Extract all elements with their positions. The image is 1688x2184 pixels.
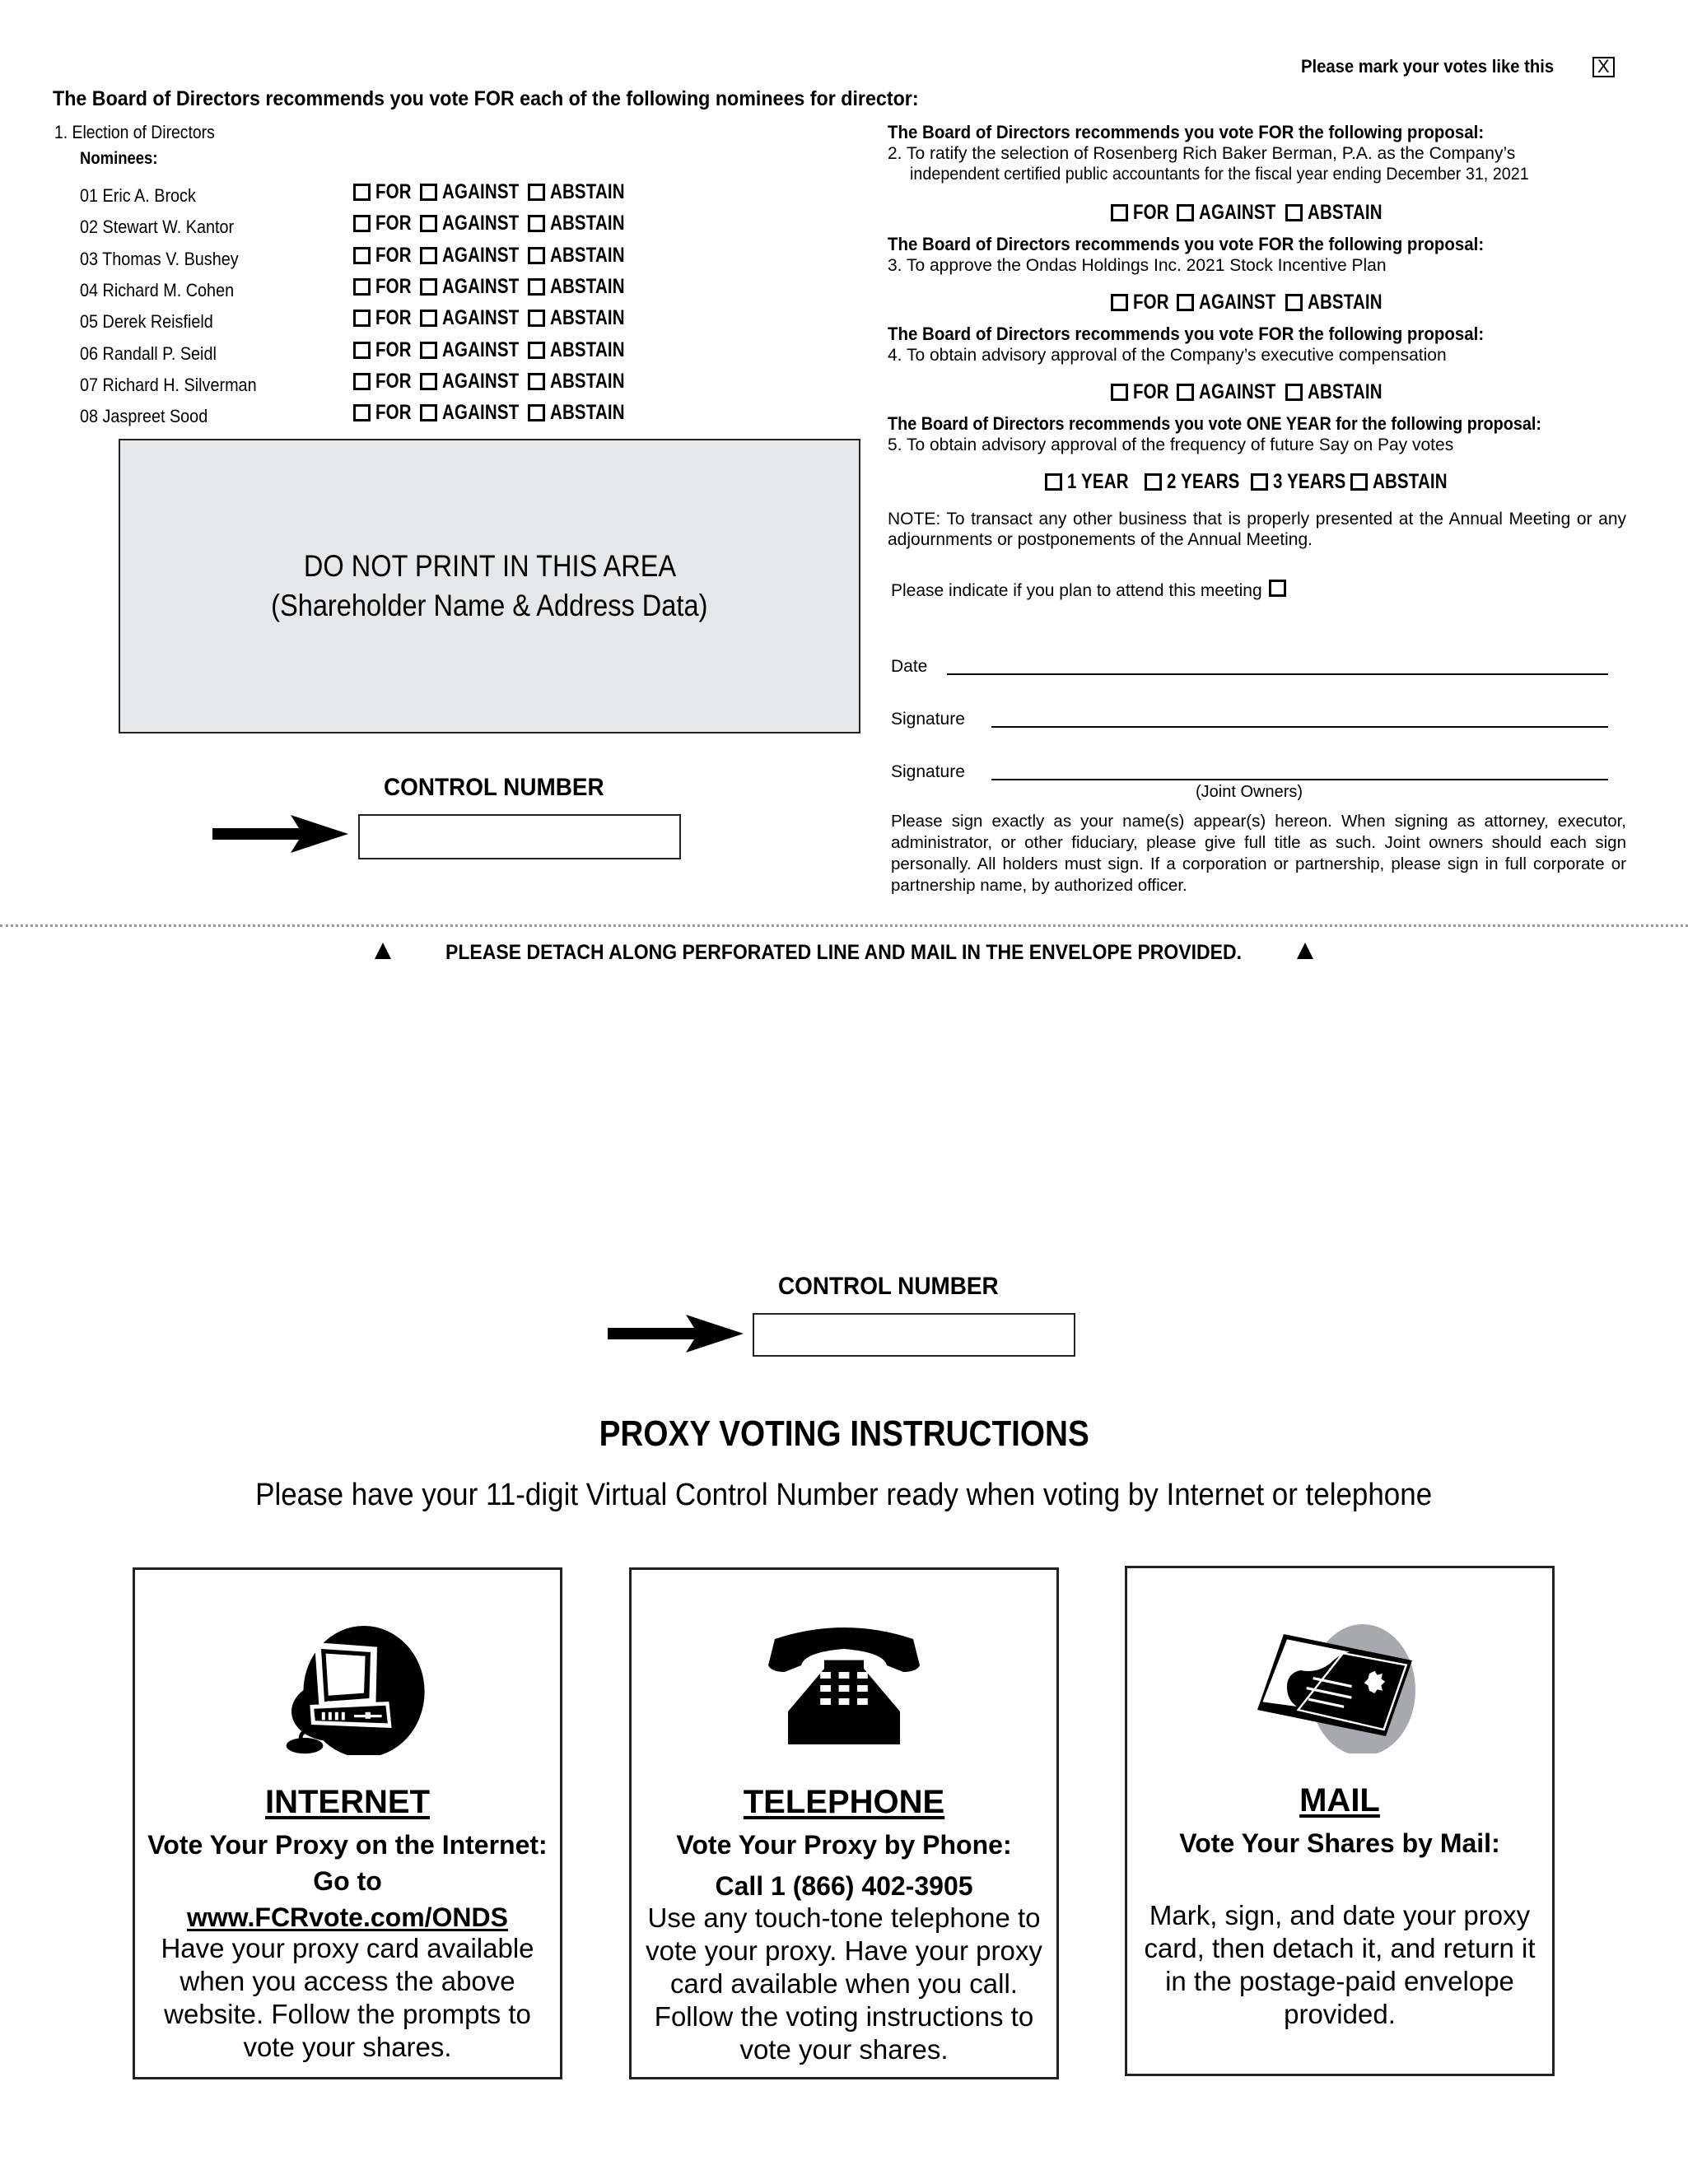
proposal-2-text-line2: independent certified public accountants for the fiscal year ending December 31, 2021: [910, 165, 1529, 184]
for-label: FOR: [375, 369, 412, 393]
frequency-abstain-option[interactable]: [1350, 470, 1464, 494]
detach-notice-text: PLEASE DETACH ALONG PERFORATED LINE AND MAIL IN THE ENVELOPE PROVIDED.: [445, 941, 1243, 964]
against-checkbox[interactable]: [420, 310, 437, 327]
against-label: AGAINST: [441, 274, 520, 298]
internet-instructions: Have your proxy card available when you access the above website. Follow the prompts to vote your shares.: [161, 1933, 534, 2062]
for-label: FOR: [375, 401, 412, 425]
for-checkbox[interactable]: [1111, 384, 1128, 401]
nominees-label: [80, 149, 168, 169]
proposal-3-text: [888, 255, 1626, 276]
nominee-row: [80, 275, 706, 303]
for-option[interactable]: [353, 275, 419, 299]
against-checkbox[interactable]: [420, 404, 437, 421]
for-label: FOR: [375, 274, 412, 298]
abstain-checkbox[interactable]: [1285, 204, 1303, 221]
vote-options: [353, 306, 646, 330]
for-label: FOR: [1132, 380, 1169, 403]
against-option[interactable]: [1177, 291, 1293, 314]
other-business-note: NOTE: To transact any other business that is properly presented at the Annual Meeting or any adjournments or postponements of the Annual Meeting.: [888, 510, 1626, 549]
against-option[interactable]: [420, 401, 536, 425]
against-option[interactable]: [420, 338, 536, 362]
nominee-name: [80, 280, 251, 301]
control-number-field-bottom[interactable]: [753, 1313, 1075, 1357]
three-years-checkbox[interactable]: [1251, 473, 1268, 491]
abstain-label: ABSTAIN: [550, 306, 625, 330]
vote-options: [353, 369, 646, 393]
control-number-label-bottom-text: CONTROL NUMBER: [778, 1273, 999, 1300]
abstain-checkbox[interactable]: [528, 247, 545, 264]
proposal-4-text-line1: 4. To obtain advisory approval of the Company’s executive compensation: [888, 346, 1447, 365]
abstain-option[interactable]: [528, 370, 641, 393]
nominee-row: [80, 306, 706, 334]
nominee-name: [80, 375, 276, 396]
board-recommendation-text: The Board of Directors recommends you vote FOR each of the following nominees for director:: [53, 87, 919, 110]
mark-hint-text: Please mark your votes like this: [1301, 56, 1555, 77]
against-option[interactable]: [1177, 201, 1293, 225]
abstain-checkbox[interactable]: [528, 184, 545, 201]
nominee-row: [80, 244, 706, 272]
proposal-3-options: [888, 291, 1626, 315]
for-checkbox[interactable]: [353, 404, 371, 421]
against-checkbox[interactable]: [1177, 384, 1194, 401]
shareholder-address-area: [119, 439, 860, 733]
internet-title: INTERNET: [265, 1784, 430, 1820]
for-option[interactable]: [353, 370, 419, 393]
attend-meeting-label: Please indicate if you plan to attend this meeting: [891, 581, 1262, 600]
two-years-checkbox[interactable]: [1145, 473, 1162, 491]
internet-go-to: Go to: [313, 1866, 382, 1896]
for-checkbox[interactable]: [353, 247, 371, 264]
two-years-label: 2 YEARS: [1166, 470, 1240, 493]
against-label: AGAINST: [1199, 201, 1276, 224]
abstain-label: ABSTAIN: [1307, 291, 1383, 314]
control-number-label-bottom: [778, 1273, 1015, 1301]
against-label: AGAINST: [441, 369, 520, 393]
abstain-label: ABSTAIN: [550, 180, 625, 203]
up-triangle-icon: [375, 943, 391, 959]
abstain-checkbox[interactable]: [528, 342, 545, 359]
internet-voting-link[interactable]: www.FCRvote.com/ONDS: [187, 1902, 508, 1932]
for-label: FOR: [375, 338, 412, 361]
perforation-line: [0, 924, 1688, 927]
address-data-text: (Shareholder Name & Address Data): [271, 589, 708, 622]
vote-options: [353, 274, 646, 299]
vote-options: [1111, 380, 1404, 405]
one-year-checkbox[interactable]: [1045, 473, 1062, 491]
nominee-row: [80, 212, 706, 240]
internet-subtitle: [135, 1827, 560, 1935]
against-checkbox[interactable]: [420, 342, 437, 359]
nominee-name: [80, 406, 221, 427]
for-checkbox[interactable]: [353, 310, 371, 327]
up-triangle-icon: [1297, 943, 1313, 959]
against-checkbox[interactable]: [420, 373, 437, 390]
proxy-voting-title: [0, 1413, 1688, 1455]
abstain-label: ABSTAIN: [550, 401, 625, 425]
telephone-number[interactable]: Call 1 (866) 402-3905: [715, 1871, 973, 1901]
nominee-vote-options: [353, 401, 646, 426]
for-option[interactable]: [353, 244, 419, 268]
nominee-vote-options: [353, 338, 646, 363]
nominee-name-text: 02 Stewart W. Kantor: [80, 217, 235, 238]
for-label: FOR: [1132, 201, 1169, 224]
nominee-name-text: 03 Thomas V. Bushey: [80, 248, 239, 269]
for-option[interactable]: [353, 212, 419, 235]
against-option[interactable]: [420, 370, 536, 393]
against-label: AGAINST: [441, 212, 520, 235]
proposal-2-text-line1: 2. To ratify the selection of Rosenberg Rich Baker Berman, P.A. as the Company’s: [888, 144, 1516, 163]
abstain-option[interactable]: [528, 275, 641, 299]
telephone-icon: [762, 1615, 926, 1755]
against-option[interactable]: [1177, 380, 1293, 404]
abstain-option[interactable]: [528, 212, 641, 235]
against-checkbox[interactable]: [420, 278, 437, 296]
proxy-voting-subtitle: [0, 1478, 1688, 1513]
against-option[interactable]: [420, 275, 536, 299]
joint-signature-field[interactable]: [991, 779, 1608, 780]
against-option[interactable]: [420, 244, 536, 268]
proposal-3-recommendation: [888, 234, 1626, 255]
proposal-1-title: [54, 122, 236, 143]
proposal-2-text-cont: [910, 164, 1626, 184]
telephone-method-box: [629, 1567, 1059, 2079]
for-checkbox[interactable]: [1111, 294, 1128, 311]
abstain-checkbox[interactable]: [1285, 294, 1303, 311]
internet-subtitle-text: Vote Your Proxy on the Internet:: [147, 1830, 548, 1860]
proposal-2-options: [888, 201, 1626, 226]
vote-options: [353, 243, 646, 268]
vote-options: [353, 180, 646, 204]
telephone-subtitle: [632, 1827, 1056, 1904]
abstain-label: ABSTAIN: [1307, 201, 1383, 224]
abstain-option[interactable]: [528, 244, 641, 268]
for-checkbox[interactable]: [353, 373, 371, 390]
against-checkbox[interactable]: [1177, 294, 1194, 311]
two-years-option[interactable]: [1145, 470, 1256, 494]
abstain-checkbox[interactable]: [528, 215, 545, 232]
against-option[interactable]: [420, 306, 536, 330]
nominee-vote-options: [353, 306, 646, 331]
vote-options: [1111, 201, 1404, 226]
one-year-label: 1 YEAR: [1067, 470, 1129, 493]
abstain-option[interactable]: [528, 306, 641, 330]
abstain-checkbox[interactable]: [1285, 384, 1303, 401]
nominee-row: [80, 338, 706, 366]
nominee-row: [80, 401, 706, 429]
for-option[interactable]: [1111, 291, 1177, 314]
proposal-5-text: [888, 435, 1626, 455]
against-label: AGAINST: [441, 306, 520, 330]
nominee-vote-options: [353, 212, 646, 236]
for-option[interactable]: [353, 401, 419, 425]
mail-method-box: [1125, 1566, 1555, 2076]
frequency-abstain-checkbox[interactable]: [1350, 473, 1368, 491]
nominee-name-text: 05 Derek Reisfield: [80, 311, 213, 333]
for-checkbox[interactable]: [353, 184, 371, 201]
x-mark-example-icon: X: [1592, 57, 1615, 77]
against-label: AGAINST: [1199, 380, 1276, 403]
proxy-voting-title-text: PROXY VOTING INSTRUCTIONS: [599, 1413, 1089, 1454]
proposal-2-recommendation: [888, 122, 1626, 143]
nominee-vote-options: [353, 180, 646, 205]
for-option[interactable]: [1111, 201, 1177, 225]
abstain-option[interactable]: [1285, 291, 1399, 314]
for-option[interactable]: [353, 306, 419, 330]
abstain-option[interactable]: [1285, 380, 1399, 404]
arrow-right-icon: [212, 815, 348, 853]
do-not-print-text: DO NOT PRINT IN THIS AREA: [303, 549, 676, 583]
against-label: AGAINST: [441, 338, 520, 361]
address-data-notice: [241, 586, 738, 626]
date-field[interactable]: [947, 673, 1608, 675]
proposal-3-text-line1: 3. To approve the Ondas Holdings Inc. 2021 Stock Incentive Plan: [888, 256, 1387, 275]
mail-subtitle: [1127, 1825, 1552, 1861]
nominee-vote-options: [353, 370, 646, 394]
arrow-right-icon: [608, 1315, 744, 1353]
one-year-option[interactable]: [1045, 470, 1142, 494]
proposal-2-recommendation-text: The Board of Directors recommends you vote FOR the following proposal:: [888, 122, 1485, 142]
nominee-row: [80, 180, 706, 208]
abstain-option[interactable]: [528, 338, 641, 362]
nominee-name: [80, 343, 231, 365]
control-number-label: [384, 774, 621, 802]
against-checkbox[interactable]: [420, 184, 437, 201]
nominee-name: [80, 185, 209, 207]
proxy-voting-subtitle-text: Please have your 11-digit Virtual Control Number ready when voting by Internet or telephone: [255, 1478, 1433, 1512]
against-option[interactable]: [420, 212, 536, 235]
abstain-label: ABSTAIN: [1307, 380, 1383, 403]
attend-meeting-row: [891, 581, 1291, 601]
for-option[interactable]: [353, 338, 419, 362]
for-label: FOR: [375, 243, 412, 267]
nominees-label-text: Nominees:: [80, 149, 158, 168]
control-number-label-text: CONTROL NUMBER: [384, 774, 604, 801]
proposal-4-text: [888, 345, 1626, 366]
telephone-subtitle-text: Vote Your Proxy by Phone:: [676, 1830, 1012, 1860]
for-checkbox[interactable]: [353, 278, 371, 296]
abstain-option[interactable]: [528, 401, 641, 425]
vote-options: [1111, 291, 1404, 315]
proposal-4-recommendation: [888, 324, 1626, 345]
nominee-name: [80, 311, 228, 333]
for-checkbox[interactable]: [353, 215, 371, 232]
attend-meeting-checkbox[interactable]: [1269, 580, 1286, 597]
proposal-3-recommendation-text: The Board of Directors recommends you vote FOR the following proposal:: [888, 234, 1485, 254]
against-checkbox[interactable]: [420, 215, 437, 232]
nominee-name: [80, 217, 251, 238]
against-checkbox[interactable]: [420, 247, 437, 264]
for-label: FOR: [1132, 291, 1169, 314]
abstain-label: ABSTAIN: [550, 212, 625, 235]
abstain-label: ABSTAIN: [550, 243, 625, 267]
three-years-label: 3 YEARS: [1272, 470, 1346, 493]
against-label: AGAINST: [441, 180, 520, 203]
nominee-vote-options: [353, 275, 646, 300]
control-number-field[interactable]: [358, 814, 681, 859]
detach-notice: [0, 941, 1688, 965]
joint-owners-caption: (Joint Owners): [1196, 783, 1303, 801]
proposal-2-text: [888, 143, 1626, 164]
for-option[interactable]: [1111, 380, 1177, 404]
mail-instructions: Mark, sign, and date your proxy card, then detach it, and return it in the postage-paid envelope provided.: [1144, 1900, 1536, 2029]
telephone-title: TELEPHONE: [743, 1784, 945, 1820]
against-label: AGAINST: [441, 401, 520, 425]
signature-label: Signature: [891, 710, 965, 729]
frequency-abstain-label: ABSTAIN: [1373, 470, 1448, 493]
frequency-options: [1045, 470, 1469, 495]
mark-votes-hint: [1301, 56, 1615, 77]
against-label: AGAINST: [1199, 291, 1276, 314]
abstain-checkbox[interactable]: [528, 278, 545, 296]
do-not-print-notice: [278, 547, 702, 586]
vote-options: [353, 401, 646, 425]
abstain-label: ABSTAIN: [550, 274, 625, 298]
nominee-name-text: 01 Eric A. Brock: [80, 185, 196, 206]
abstain-option[interactable]: [1285, 201, 1399, 225]
abstain-checkbox[interactable]: [528, 373, 545, 390]
for-checkbox[interactable]: [1111, 204, 1128, 221]
proposal-4-options: [888, 380, 1626, 405]
for-checkbox[interactable]: [353, 342, 371, 359]
internet-method-box: [133, 1567, 562, 2079]
nominee-name-text: 08 Jaspreet Sood: [80, 406, 208, 427]
three-years-option[interactable]: [1251, 470, 1362, 494]
vote-options: [353, 212, 646, 235]
signature-field[interactable]: [991, 726, 1608, 728]
signing-instructions: Please sign exactly as your name(s) appear(s) hereon. When signing as attorney, executor, administrator, or other fiduciary, please give full title as such. Joint owners should each sign personally. All holders must sign. If a corporation or partnership, please sign in full corporate or partnership name, by authorized officer.: [891, 812, 1626, 895]
abstain-label: ABSTAIN: [550, 338, 625, 361]
nominee-name: [80, 249, 256, 270]
vote-options: [353, 338, 646, 362]
board-recommendation-heading: [53, 87, 984, 111]
against-checkbox[interactable]: [1177, 204, 1194, 221]
mail-title: MAIL: [1299, 1782, 1380, 1818]
proposal-4-recommendation-text: The Board of Directors recommends you vote FOR the following proposal:: [888, 324, 1485, 344]
telephone-instructions: Use any touch-tone telephone to vote your proxy. Have your proxy card available when you call. Follow the voting instructions to vote your shares.: [646, 1902, 1042, 2065]
abstain-label: ABSTAIN: [550, 369, 625, 393]
for-label: FOR: [375, 306, 412, 330]
proposal-5-recommendation: [888, 413, 1626, 435]
proposal-5-text-line1: 5. To obtain advisory approval of the frequency of future Say on Pay votes: [888, 435, 1454, 454]
mail-icon: [1257, 1614, 1422, 1753]
against-option[interactable]: [420, 180, 536, 204]
nominee-row: [80, 370, 706, 398]
nominee-name-text: 06 Randall P. Seidl: [80, 342, 217, 364]
joint-signature-label: Signature: [891, 762, 965, 781]
abstain-checkbox[interactable]: [528, 404, 545, 421]
nominee-name-text: 04 Richard M. Cohen: [80, 279, 235, 300]
abstain-checkbox[interactable]: [528, 310, 545, 327]
for-label: FOR: [375, 180, 412, 203]
mail-subtitle-text: Vote Your Shares by Mail:: [1179, 1828, 1500, 1858]
nominee-name-text: 07 Richard H. Silverman: [80, 374, 257, 395]
abstain-option[interactable]: [528, 180, 641, 204]
date-label: Date: [891, 657, 928, 676]
computer-icon: [265, 1615, 430, 1755]
for-option[interactable]: [353, 180, 419, 204]
against-label: AGAINST: [441, 243, 520, 267]
for-label: FOR: [375, 212, 412, 235]
proposal-1-title-text: 1. Election of Directors: [54, 122, 215, 142]
proposal-5-options: [888, 470, 1626, 495]
nominee-vote-options: [353, 244, 646, 268]
proposal-5-recommendation-text: The Board of Directors recommends you vote ONE YEAR for the following proposal:: [888, 413, 1541, 434]
